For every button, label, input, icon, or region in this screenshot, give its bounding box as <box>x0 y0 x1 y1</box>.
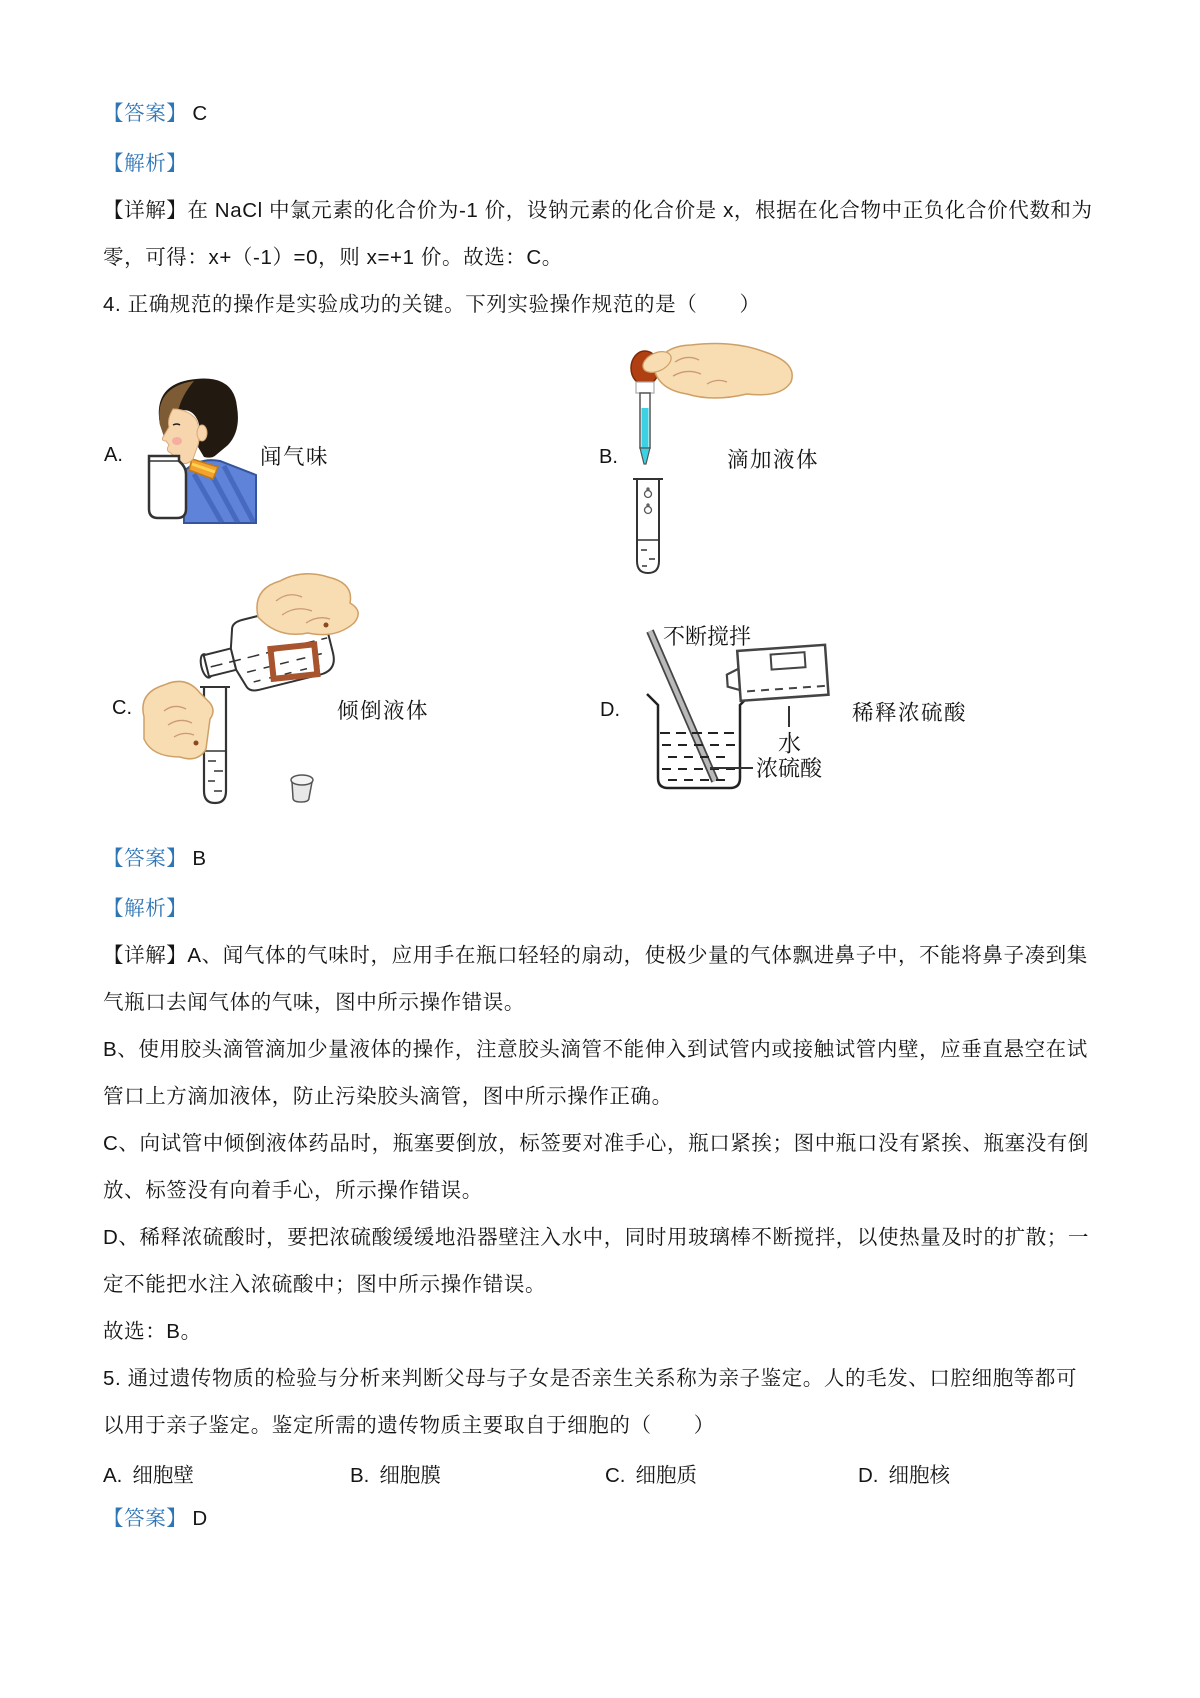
q5-option-d <box>858 1458 950 1488</box>
q4-detail-line-2: 气瓶口去闻气体的气味，图中所示操作错误。 <box>103 991 525 1014</box>
q4-option-b-caption: 滴加液体 <box>727 448 820 472</box>
q4-stem: 4. 正确规范的操作是实验成功的关键。下列实验操作规范的是（ ） <box>103 293 761 316</box>
q4-conclusion: 故选：B。 <box>103 1320 202 1343</box>
figure-dilute-acid <box>620 575 910 810</box>
q5-option-d-letter: D. <box>858 1464 879 1487</box>
q4-analysis-line <box>103 895 187 922</box>
q5-option-c-letter: C. <box>605 1464 626 1487</box>
stopper <box>291 775 313 802</box>
q5-answer-value: D <box>192 1507 208 1530</box>
boy-cheek <box>172 437 182 445</box>
q5-option-a <box>103 1458 194 1488</box>
q4-detail-line-1: 【详解】A、闻气体的气味时，应用手在瓶口轻轻的扇动，使极少量的气体飘进鼻子中，不能将鼻子凑到集 <box>103 944 1088 967</box>
q4-detail-line-8: 定不能把水注入浓硫酸中；图中所示操作错误。 <box>103 1273 547 1296</box>
q3-answer-line <box>103 100 208 127</box>
q4-detail-line-5: C、向试管中倾倒液体药品时，瓶塞要倒放，标签要对准手心，瓶口紧挨；图中瓶口没有紧挨、瓶塞没有倒 <box>103 1132 1090 1155</box>
q4-answer-label: 【答案】 <box>103 847 188 870</box>
q4-option-c-caption: 倾倒液体 <box>337 699 430 723</box>
q3-analysis-line <box>103 150 187 177</box>
q5-answer-label: 【答案】 <box>103 1507 188 1530</box>
q4-option-c-letter: C. <box>112 697 132 719</box>
figure-smell-gas <box>140 373 260 525</box>
q5-option-c-text: 细胞质 <box>635 1464 697 1487</box>
q4-detail-line-4: 管口上方滴加液体，防止污染胶头滴管，图中所示操作正确。 <box>103 1085 673 1108</box>
dropper-band <box>636 382 654 393</box>
water-container <box>725 645 828 702</box>
q5-option-a-text: 细胞壁 <box>132 1464 194 1487</box>
test-tube <box>637 479 659 573</box>
acid-label: 浓硫酸 <box>756 756 823 781</box>
q5-stem-line-2: 以用于亲子鉴定。鉴定所需的遗传物质主要取自于细胞的（ ） <box>103 1414 715 1437</box>
q3-detail-line-1: 【详解】在 NaCl 中氯元素的化合价为-1 价，设钠元素的化合价是 x，根据在化合物中正负化合价代数和为 <box>103 199 1093 222</box>
q4-detail-line-6: 放、标签没有向着手心，所示操作错误。 <box>103 1179 483 1202</box>
hand <box>655 344 792 398</box>
q4-detail-line-3: B、使用胶头滴管滴加少量液体的操作，注意胶头滴管不能伸入到试管内或接触试管内壁，应垂直悬空在试 <box>103 1038 1088 1061</box>
q5-option-b <box>350 1458 441 1488</box>
figure-pour-liquid <box>130 565 430 805</box>
q5-option-c <box>605 1458 697 1488</box>
q3-answer-label: 【答案】 <box>103 102 188 125</box>
boy-ear <box>197 425 207 441</box>
q4-option-b-letter: B. <box>599 446 618 468</box>
water-label: 水 <box>778 731 801 756</box>
stir-label: 不断搅拌 <box>663 624 752 649</box>
q5-option-b-text: 细胞膜 <box>379 1464 441 1487</box>
q4-option-d-caption: 稀释浓硫酸 <box>852 701 968 725</box>
q5-stem-line-1: 5. 通过遗传物质的检验与分析来判断父母与子女是否亲生关系称为亲子鉴定。人的毛发、口腔细胞等都可 <box>103 1367 1078 1390</box>
q5-answer-line <box>103 1505 208 1532</box>
q4-option-a-caption: 闻气味 <box>260 445 330 469</box>
q4-analysis-label: 【解析】 <box>103 897 188 920</box>
q3-detail-line-2: 零，可得：x+（-1）=0，则 x=+1 价。故选：C。 <box>103 246 563 269</box>
dropper-tip <box>640 448 650 464</box>
q4-answer-line <box>103 845 207 872</box>
glass-rod <box>650 631 715 781</box>
pouring-hand-knuckle <box>324 623 329 628</box>
holding-hand-knuckle <box>194 741 199 746</box>
q3-analysis-label: 【解析】 <box>103 152 188 175</box>
q4-option-a-letter: A. <box>104 444 123 466</box>
q5-option-b-letter: B. <box>350 1464 370 1487</box>
gas-bottle <box>149 456 186 518</box>
dropper-liquid <box>642 408 649 448</box>
q3-answer-value: C <box>192 102 208 125</box>
q5-option-a-letter: A. <box>103 1464 123 1487</box>
q4-option-d-letter: D. <box>600 699 620 721</box>
q4-detail-line-7: D、稀释浓硫酸时，要把浓硫酸缓缓地沿器壁注入水中，同时用玻璃棒不断搅拌，以使热量及时的扩散；一 <box>103 1226 1090 1249</box>
q5-option-d-text: 细胞核 <box>888 1464 950 1487</box>
pouring-hand <box>257 574 358 635</box>
q4-answer-value: B <box>192 847 207 870</box>
